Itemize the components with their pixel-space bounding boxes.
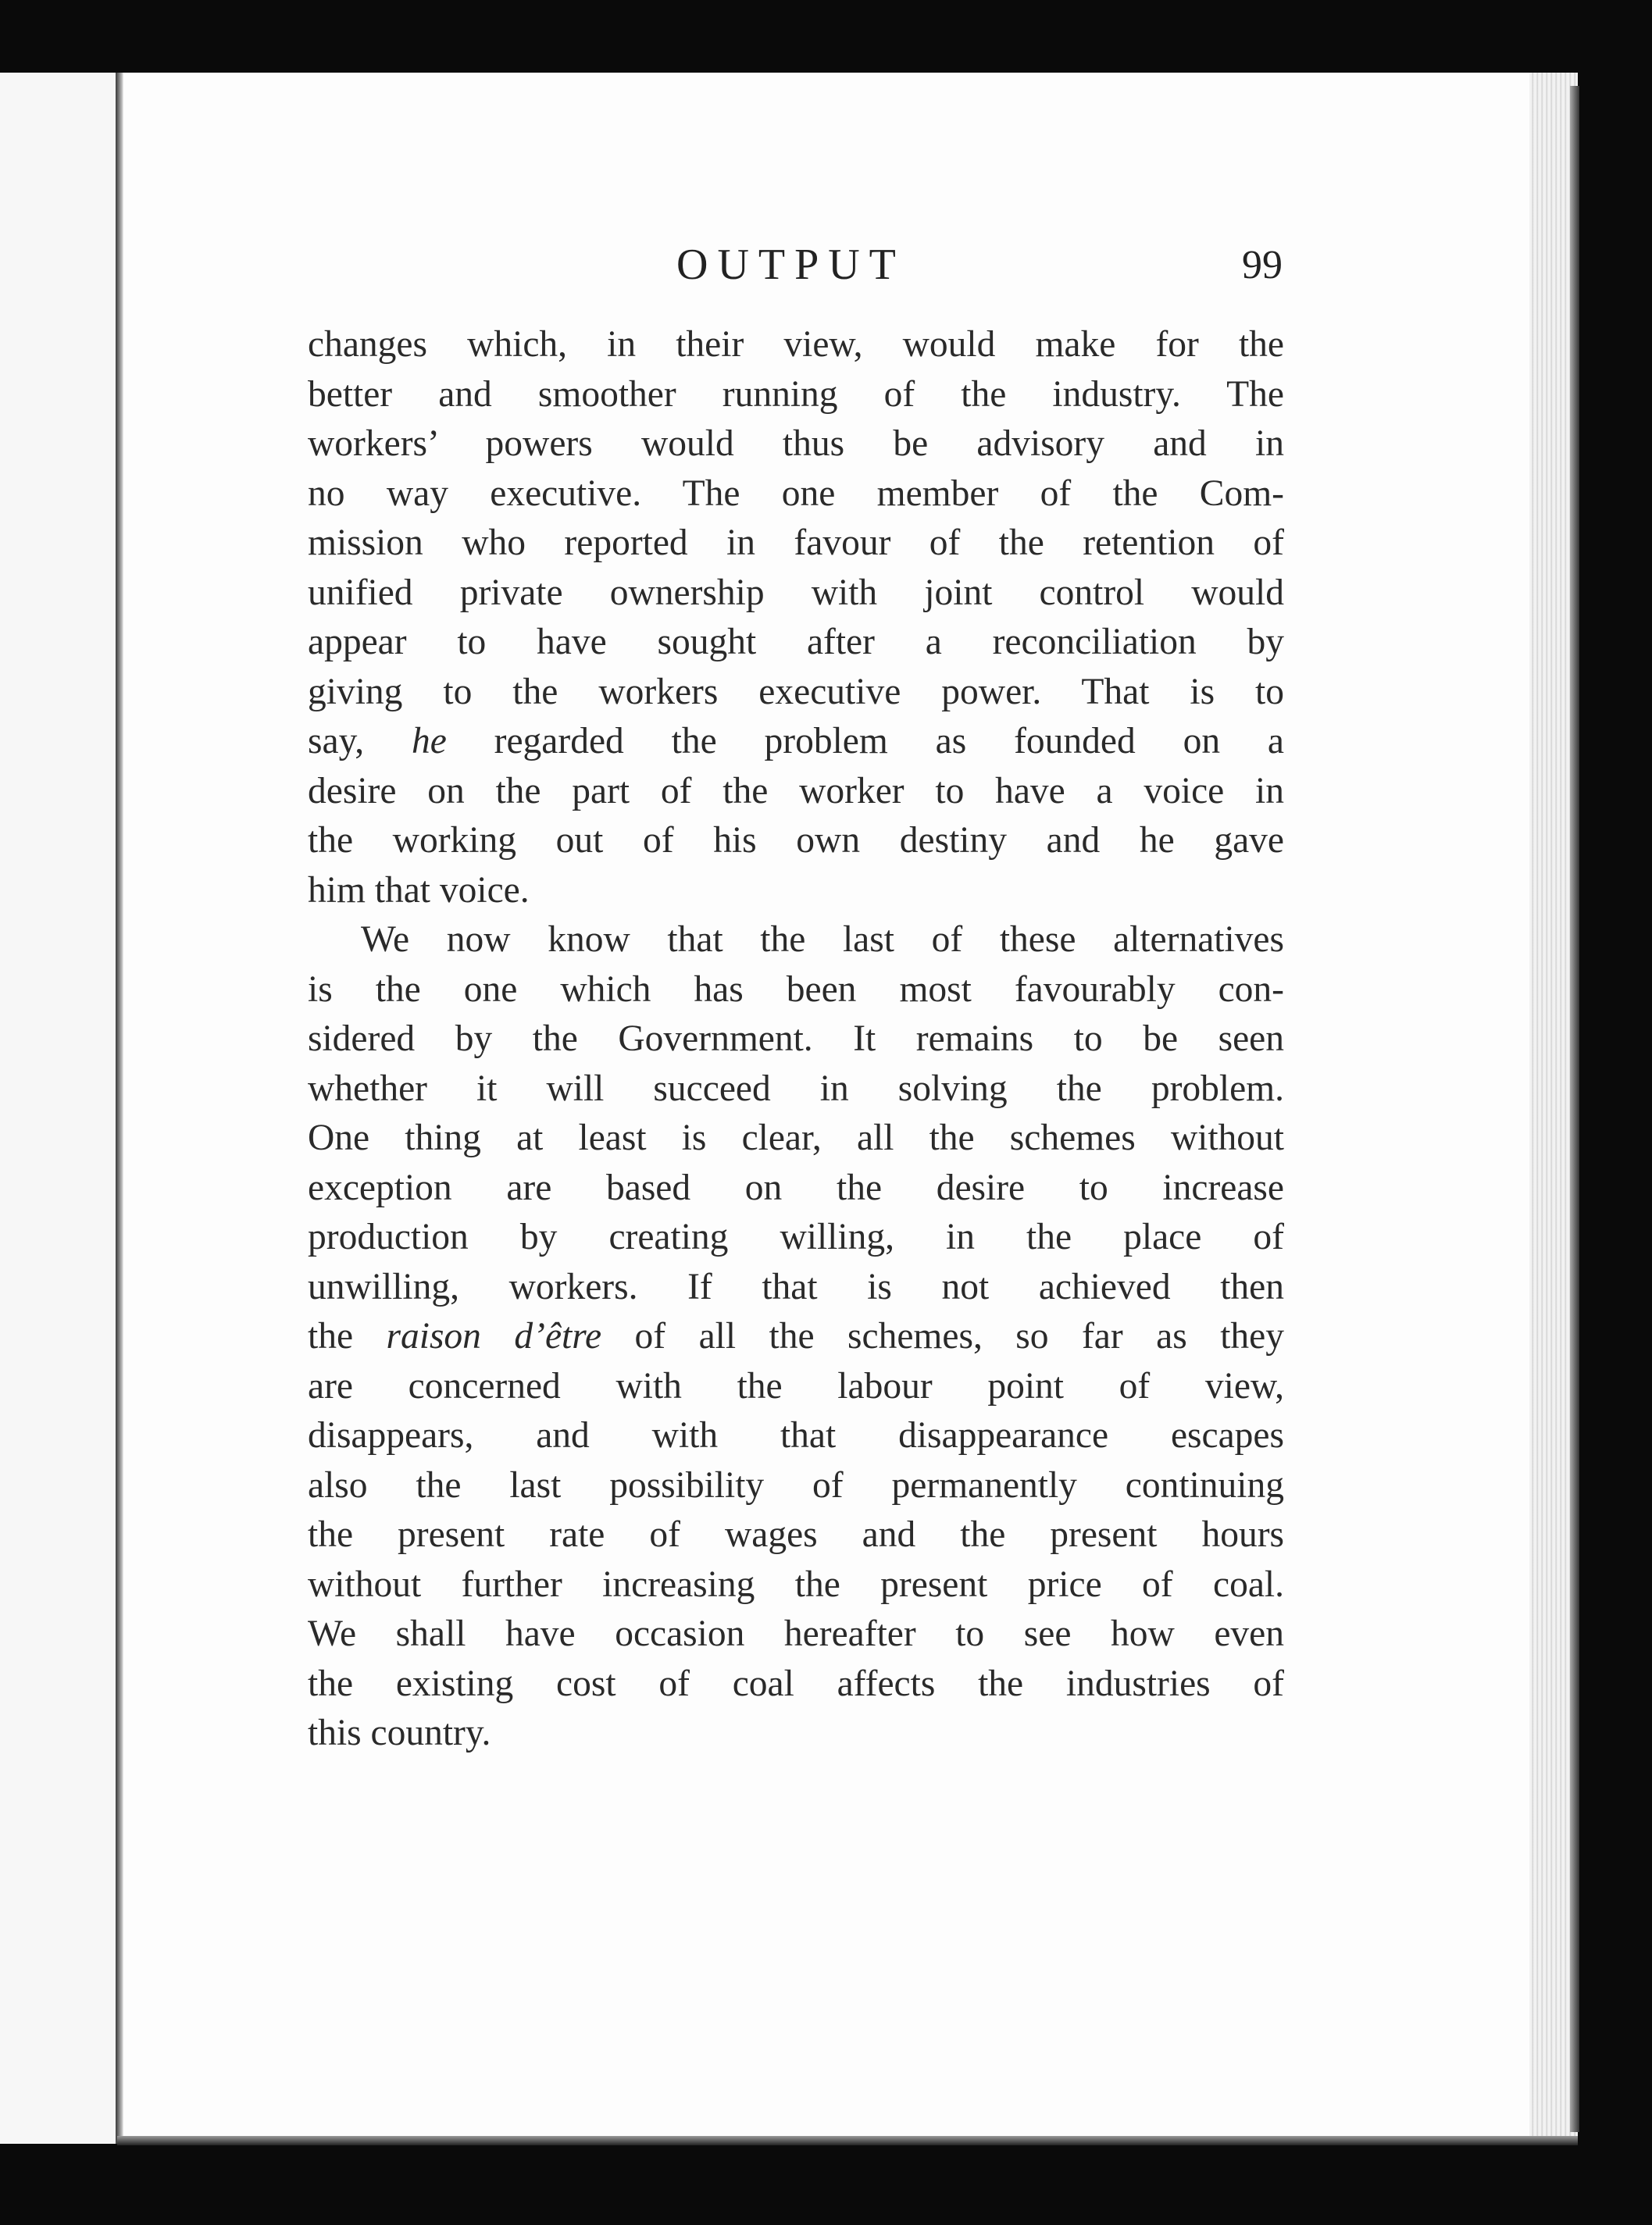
- running-title: OUTPUT: [676, 241, 905, 289]
- text-line: production by creating willing, in the place of: [308, 1217, 1284, 1257]
- text-line: workers’ powers would thus be advisory and in: [308, 423, 1284, 464]
- text-line: him that voice.: [308, 869, 530, 911]
- text-line: disappears, and with that disappearance escapes: [308, 1415, 1284, 1456]
- text-line: the present rate of wages and the present hours: [308, 1514, 1284, 1555]
- text-line: the working out of his own destiny and he gave: [308, 820, 1284, 861]
- text-line: also the last possibility of permanently continuing: [308, 1464, 1284, 1506]
- body-text: [308, 320, 1284, 1759]
- text-line: giving to the workers executive power. That is to: [308, 671, 1284, 712]
- text-line: One thing at least is clear, all the schemes without: [308, 1118, 1284, 1158]
- italic-word: he: [411, 721, 447, 761]
- text-line: We shall have occasion hereafter to see how even: [308, 1613, 1284, 1654]
- page-edge-shadow: [1570, 86, 1579, 2132]
- text-line: unified private ownership with joint control would: [308, 572, 1284, 613]
- text-run: regarded the problem as founded on a: [446, 721, 1285, 761]
- text-line: better and smoother running of the industry. The: [308, 373, 1284, 415]
- text-line: changes which, in their view, would make for the: [308, 324, 1284, 365]
- page-bottom-shadow: [117, 2136, 1578, 2145]
- text-line: the existing cost of coal affects the industries of: [308, 1663, 1284, 1704]
- text-line: exception are based on the desire to increase: [308, 1167, 1284, 1208]
- text-line: is the one which has been most favourably con-: [308, 968, 1284, 1010]
- text-line: mission who reported in favour of the retention of: [308, 522, 1284, 563]
- text-line: whether it will succeed in solving the problem.: [308, 1068, 1284, 1109]
- text-run: the: [308, 1316, 387, 1357]
- text-line: appear to have sought after a reconciliation by: [308, 622, 1284, 662]
- text-line-with-italic: [308, 717, 1284, 767]
- text-line: without further increasing the present price of coal.: [308, 1564, 1284, 1605]
- text-line: We now know that the last of these alternatives: [361, 919, 1284, 960]
- text-line-with-italic: [308, 1312, 1284, 1362]
- text-line: are concerned with the labour point of view,: [308, 1365, 1284, 1407]
- binding-edge: [116, 73, 123, 2144]
- italic-phrase: raison d’être: [386, 1316, 602, 1357]
- text-line: unwilling, workers. If that is not achieved then: [308, 1266, 1284, 1307]
- text-line: desire on the part of the worker to have a voice in: [308, 770, 1284, 811]
- facing-page-gutter: [0, 73, 129, 2144]
- text-line: sidered by the Government. It remains to be seen: [308, 1018, 1284, 1059]
- text-line: no way executive. The one member of the Com-: [308, 472, 1284, 514]
- text-run: say,: [308, 721, 412, 761]
- page-number: 99: [1242, 243, 1283, 287]
- text-line: this country.: [308, 1713, 491, 1753]
- text-run: of all the schemes, so far as they: [601, 1316, 1285, 1357]
